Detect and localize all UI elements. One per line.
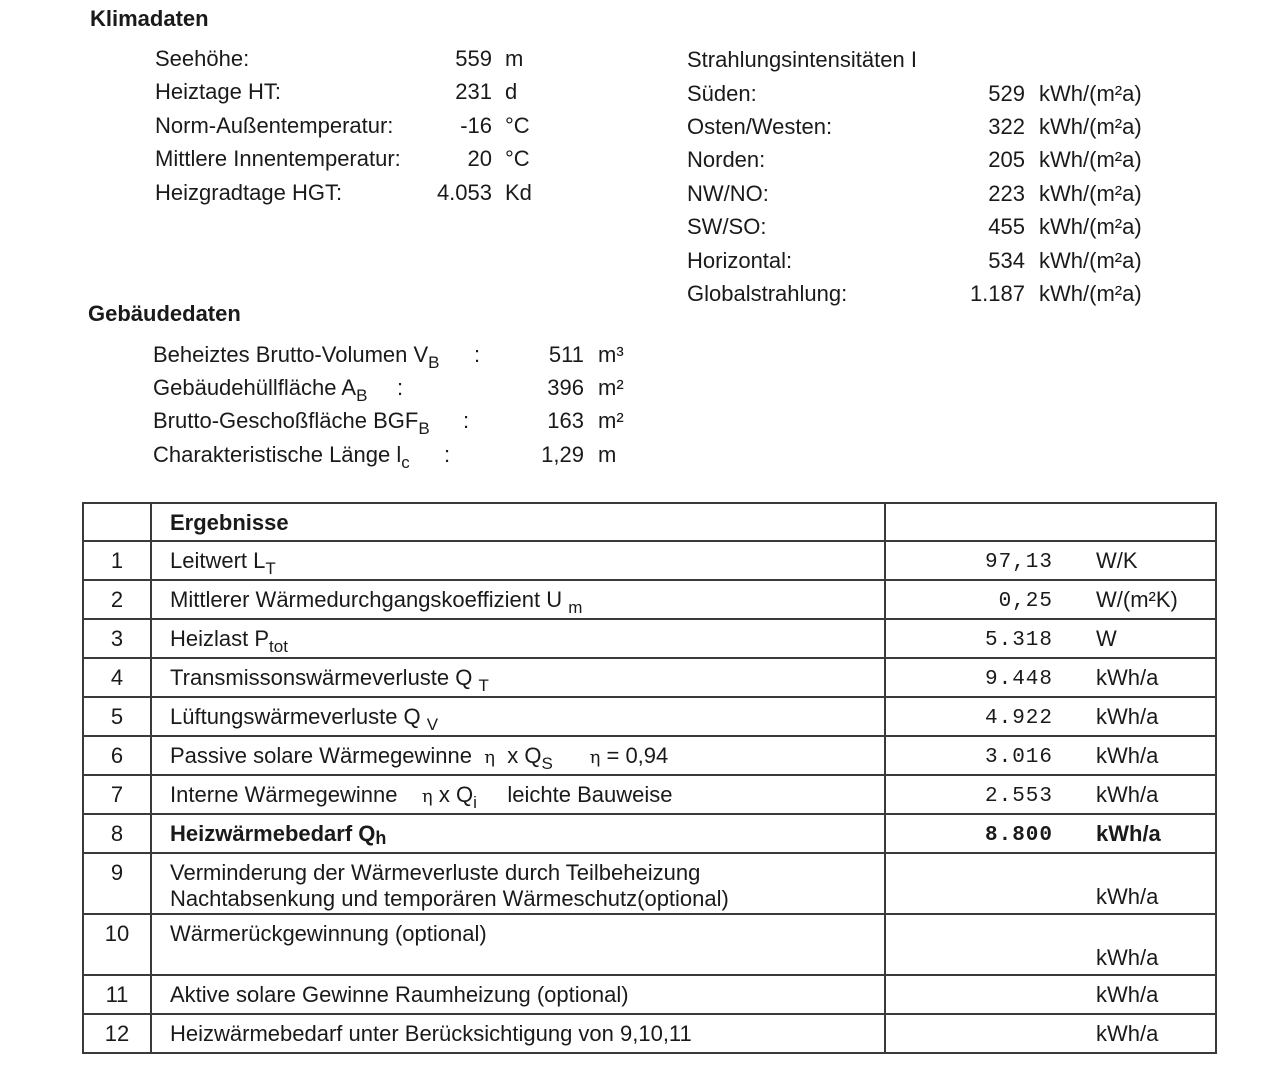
row-label: Aktive solare Gewinne Raumheizung (optional) — [151, 975, 885, 1014]
klima-label: Seehöhe: — [155, 46, 250, 71]
gebaeude-separator: : — [474, 342, 481, 367]
row-value-cell — [885, 914, 1216, 975]
row-label: Heizlast $P_{tot}$ — [151, 619, 885, 658]
row-value: 97,13 — [984, 551, 1053, 574]
row-number: 3 — [83, 619, 151, 658]
strahlung-unit: kWh/(m²a) — [1039, 214, 1142, 239]
strahlung-unit: kWh/(m²a) — [1039, 181, 1142, 206]
gebaeude-value: 396 — [547, 375, 584, 400]
gebaeude-label: Charakteristische Länge $l_c$ — [153, 442, 410, 472]
row-number: 7 — [83, 775, 151, 814]
klima-value: 231 — [455, 79, 492, 104]
table-row — [83, 814, 1216, 853]
row-label: Interne Wärmegewinne η x $Q_i$ leichte Bauweise — [151, 775, 885, 814]
strahlung-value: 223 — [988, 181, 1025, 206]
klima-label: Mittlere Innentemperatur: — [155, 146, 401, 171]
strahlung-unit: kWh/(m²a) — [1039, 81, 1142, 106]
eta-symbol: η — [421, 786, 433, 807]
klima-unit: m — [505, 46, 524, 71]
row-number: 12 — [83, 1014, 151, 1053]
row-number: 5 — [83, 697, 151, 736]
table-row — [83, 697, 1216, 736]
table-row — [83, 914, 1216, 975]
row-number: 4 — [83, 658, 151, 697]
klima-label: Norm-Außentemperatur: — [155, 113, 394, 138]
klima-value: 4.053 — [436, 180, 492, 205]
strahlung-unit: kWh/(m²a) — [1039, 114, 1142, 139]
strahlung-label: Norden: — [687, 147, 766, 172]
gebaeudedaten-heading: Gebäudedaten — [88, 301, 241, 326]
results-heading: Ergebnisse — [151, 503, 885, 541]
strahlung-unit: kWh/(m²a) — [1039, 147, 1142, 172]
klima-unit: Kd — [505, 180, 532, 205]
row-value: 0,25 — [998, 590, 1053, 613]
table-row — [83, 975, 1216, 1014]
strahlung-value: 322 — [988, 114, 1025, 139]
results-table — [82, 502, 1217, 1054]
row-label: Wärmerückgewinnung (optional) — [151, 914, 885, 975]
row-unit: W — [1096, 626, 1117, 651]
row-value: 4.922 — [984, 707, 1053, 730]
eta-symbol: η — [589, 747, 601, 768]
row-label: Heizwärmebedarf unter Berücksichtigung von 9,10,11 — [151, 1014, 885, 1053]
gebaeude-separator: : — [444, 442, 451, 467]
eta-symbol: η — [484, 747, 496, 768]
table-row — [83, 658, 1216, 697]
gebaeude-value: 511 — [548, 342, 584, 367]
row-value: 3.016 — [984, 746, 1053, 769]
row-label: Leitwert $L_T$ — [151, 541, 885, 580]
table-row — [83, 541, 1216, 580]
row-unit: kWh/a — [1096, 945, 1159, 970]
strahlung-value: 455 — [988, 214, 1025, 239]
klima-value: 559 — [455, 46, 492, 71]
strahlung-label: Osten/Westen: — [687, 114, 833, 139]
klima-value: 20 — [467, 146, 492, 171]
klima-value: -16 — [460, 113, 492, 138]
results-header-row — [83, 503, 1216, 541]
row-number: 11 — [83, 975, 151, 1014]
row-number: 1 — [83, 541, 151, 580]
klimadaten-heading: Klimadaten — [90, 6, 209, 31]
strahlung-unit: kWh/(m²a) — [1039, 248, 1142, 273]
row-value-cell — [885, 619, 1216, 658]
row-value-cell — [885, 1014, 1216, 1053]
gebaeude-label: Brutto-Geschoßfläche $BGF_B$ — [153, 408, 430, 438]
table-row — [83, 619, 1216, 658]
row-unit: kWh/a — [1096, 782, 1159, 807]
gebaeude-unit: m² — [598, 375, 624, 400]
row-unit: W/(m²K) — [1096, 587, 1178, 612]
strahlung-heading: Strahlungsintensitäten I — [687, 47, 917, 72]
row-unit: kWh/a — [1096, 743, 1159, 768]
strahlung-value: 205 — [988, 147, 1025, 172]
strahlung-label: Süden: — [687, 81, 757, 106]
row-value-cell — [885, 697, 1216, 736]
row-label: Verminderung der Wärmeverluste durch Teilbeheizung Nachtabsenkung und temporären Wärmeschutz(optional) — [151, 853, 885, 914]
gebaeude-value: 163 — [547, 408, 584, 433]
row-value-cell — [885, 975, 1216, 1014]
row-label: Lüftungswärmeverluste Q $_V$ — [151, 697, 885, 736]
row-unit: W/K — [1096, 548, 1138, 573]
strahlung-unit: kWh/(m²a) — [1039, 281, 1142, 306]
row-label: Mittlerer Wärmedurchgangskoeffizient U $_m$ — [151, 580, 885, 619]
row-value-cell — [885, 658, 1216, 697]
gebaeude-separator: : — [397, 375, 404, 400]
table-row — [83, 736, 1216, 775]
strahlung-label: NW/NO: — [687, 181, 769, 206]
table-row — [83, 775, 1216, 814]
gebaeude-label: Gebäudehüllfläche $A_B$ — [153, 375, 368, 405]
row-label: Heizwärmebedarf $Q_h$ — [151, 814, 885, 853]
klima-label: Heizgradtage HGT: — [155, 180, 343, 205]
row-value: 9.448 — [984, 668, 1053, 691]
row-unit: kWh/a — [1096, 821, 1161, 846]
row-unit: kWh/a — [1096, 704, 1159, 729]
table-row — [83, 853, 1216, 914]
gebaeude-separator: : — [463, 408, 470, 433]
strahlung-label: Horizontal: — [687, 248, 793, 273]
klima-label: Heiztage HT: — [155, 79, 281, 104]
strahlung-label: SW/SO: — [687, 214, 767, 239]
klima-unit: d — [505, 79, 518, 104]
gebaeude-unit: m — [598, 442, 617, 467]
strahlung-value: 529 — [988, 81, 1025, 106]
row-unit: kWh/a — [1096, 884, 1159, 909]
row-unit: kWh/a — [1096, 1021, 1159, 1046]
row-label: Passive solare Wärmegewinne η x $Q_S$ η = 0,94 — [151, 736, 885, 775]
row-value-cell — [885, 814, 1216, 853]
row-number: 10 — [83, 914, 151, 975]
klima-unit: °C — [505, 146, 530, 171]
header-value-cell — [885, 503, 1216, 541]
row-unit: kWh/a — [1096, 982, 1159, 1007]
strahlung-value: 534 — [988, 248, 1025, 273]
table-row — [83, 580, 1216, 619]
gebaeude-unit: m² — [598, 408, 624, 433]
table-row — [83, 1014, 1216, 1053]
gebaeude-value: 1,29 — [541, 442, 584, 467]
row-value-cell — [885, 580, 1216, 619]
row-value: 8.800 — [984, 824, 1053, 847]
row-number: 6 — [83, 736, 151, 775]
row-unit: kWh/a — [1096, 665, 1159, 690]
row-value-cell — [885, 853, 1216, 914]
gebaeude-label: Beheiztes Brutto-Volumen $V_B$ — [153, 342, 440, 372]
strahlung-value: 1.187 — [969, 281, 1025, 306]
gebaeude-unit: m³ — [598, 342, 624, 367]
row-label: Transmissonswärmeverluste Q $_T$ — [151, 658, 885, 697]
header-number-cell — [83, 503, 151, 541]
row-value-cell — [885, 541, 1216, 580]
klima-unit: °C — [505, 113, 530, 138]
row-value-cell — [885, 775, 1216, 814]
row-number: 2 — [83, 580, 151, 619]
row-value: 5.318 — [984, 629, 1053, 652]
row-value: 2.553 — [984, 785, 1053, 808]
row-number: 9 — [83, 853, 151, 914]
row-value-cell — [885, 736, 1216, 775]
row-number: 8 — [83, 814, 151, 853]
strahlung-label: Globalstrahlung: — [687, 281, 848, 306]
